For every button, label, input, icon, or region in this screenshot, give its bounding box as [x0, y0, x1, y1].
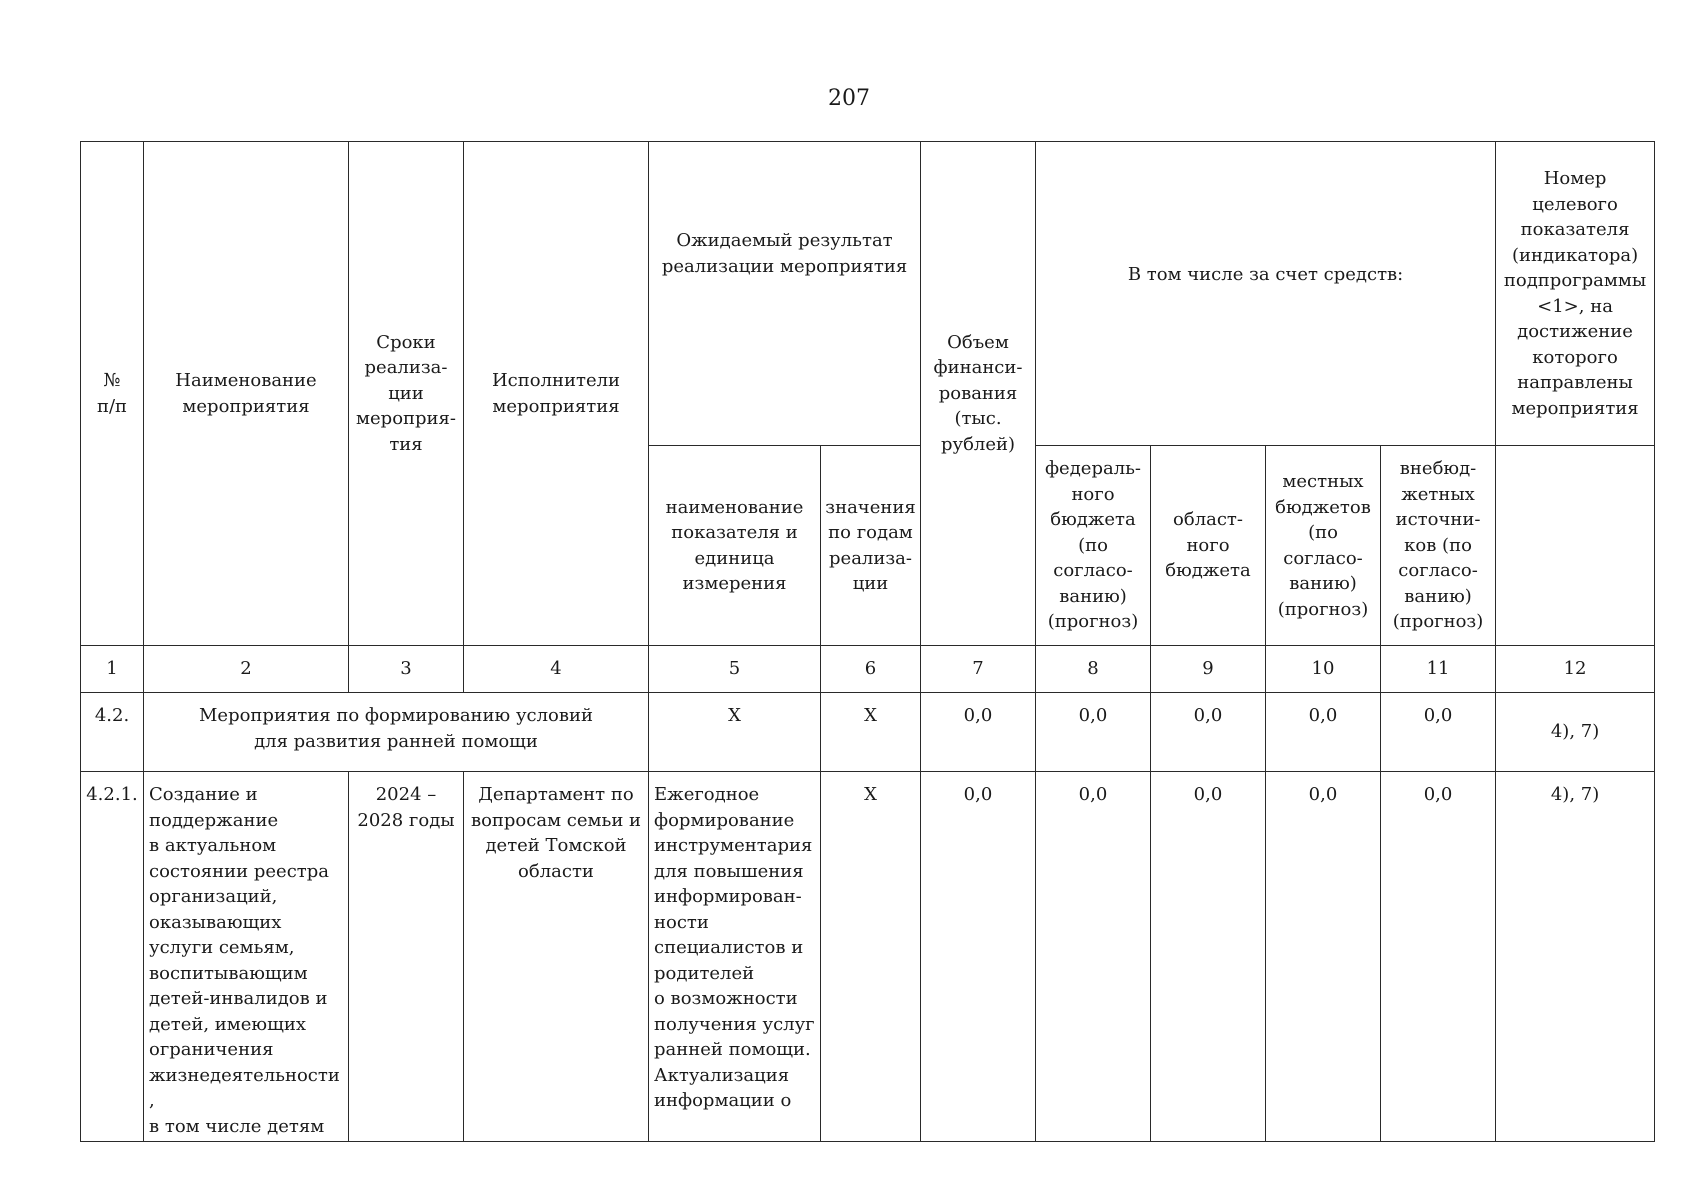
row-name: Создание и поддержание в актуальном состоянии реестра организаций, оказывающих услуги семьям, воспитывающим детей-инвалидов и детей, имеющих ограничения жизнедеятельности, в том числе детям	[144, 772, 349, 1142]
row-name: Мероприятия по формированию условий для развития ранней помощи	[144, 693, 649, 772]
row-executors: Департамент по вопросам семьи и детей Томской области	[464, 772, 649, 1142]
header-terms: Сроки реализа- ции мероприя- тия	[349, 142, 464, 646]
row-extrabudget: 0,0	[1381, 772, 1496, 1142]
header-including: В том числе за счет средств:	[1036, 142, 1496, 446]
column-number: 7	[921, 646, 1036, 693]
column-number: 6	[821, 646, 921, 693]
header-volume: Объем финанси- рования (тыс. рублей)	[921, 142, 1036, 646]
row-indicator-values: X	[821, 693, 921, 772]
table-row	[81, 772, 1655, 1142]
column-number: 12	[1496, 646, 1655, 693]
row-indicator-name: Ежегодное формирование инструментария для повышения информирован- ности специалистов и родителей о возможности получения услуг ранней помощи. Актуализация информации о	[649, 772, 821, 1142]
header-regional: област- ного бюджета	[1151, 446, 1266, 646]
header-indicator-values: значения по годам реализа- ции	[821, 446, 921, 646]
row-local: 0,0	[1266, 693, 1381, 772]
row-local: 0,0	[1266, 772, 1381, 1142]
row-volume: 0,0	[921, 772, 1036, 1142]
row-volume: 0,0	[921, 693, 1036, 772]
header-row-1	[81, 142, 1655, 446]
header-indicator-name: наименование показателя и единица измерения	[649, 446, 821, 646]
column-number: 8	[1036, 646, 1151, 693]
row-target: 4), 7)	[1496, 693, 1655, 772]
row-target: 4), 7)	[1496, 772, 1655, 1142]
row-federal: 0,0	[1036, 693, 1151, 772]
column-number: 1	[81, 646, 144, 693]
row-indicator-values: X	[821, 772, 921, 1142]
column-number: 3	[349, 646, 464, 693]
header-expected-result: Ожидаемый результат реализации мероприятия	[649, 142, 921, 446]
row-indicator-name: X	[649, 693, 821, 772]
header-name: Наименование мероприятия	[144, 142, 349, 646]
table-row	[81, 693, 1655, 772]
column-number: 2	[144, 646, 349, 693]
column-number: 5	[649, 646, 821, 693]
header-executors: Исполнители мероприятия	[464, 142, 649, 646]
header-federal: федераль- ного бюджета (по согласо- ванию) (прогноз)	[1036, 446, 1151, 646]
header-extrabudget: внебюд- жетных источни- ков (по согласо- ванию) (прогноз)	[1381, 446, 1496, 646]
header-num: № п/п	[81, 142, 144, 646]
header-target-empty	[1496, 446, 1655, 646]
row-federal: 0,0	[1036, 772, 1151, 1142]
header-target: Номер целевого показателя (индикатора) подпрограммы <1>, на достижение которого направлены мероприятия	[1496, 142, 1655, 446]
column-number: 11	[1381, 646, 1496, 693]
column-number: 4	[464, 646, 649, 693]
row-extrabudget: 0,0	[1381, 693, 1496, 772]
column-number-row	[81, 646, 1655, 693]
row-num: 4.2.1.	[81, 772, 144, 1142]
row-regional: 0,0	[1151, 772, 1266, 1142]
row-num: 4.2.	[81, 693, 144, 772]
row-regional: 0,0	[1151, 693, 1266, 772]
page-number: 207	[828, 86, 870, 111]
row-terms: 2024 – 2028 годы	[349, 772, 464, 1142]
column-number: 10	[1266, 646, 1381, 693]
activities-table	[80, 141, 1655, 1142]
column-number: 9	[1151, 646, 1266, 693]
header-local: местных бюджетов (по согласо- ванию) (прогноз)	[1266, 446, 1381, 646]
